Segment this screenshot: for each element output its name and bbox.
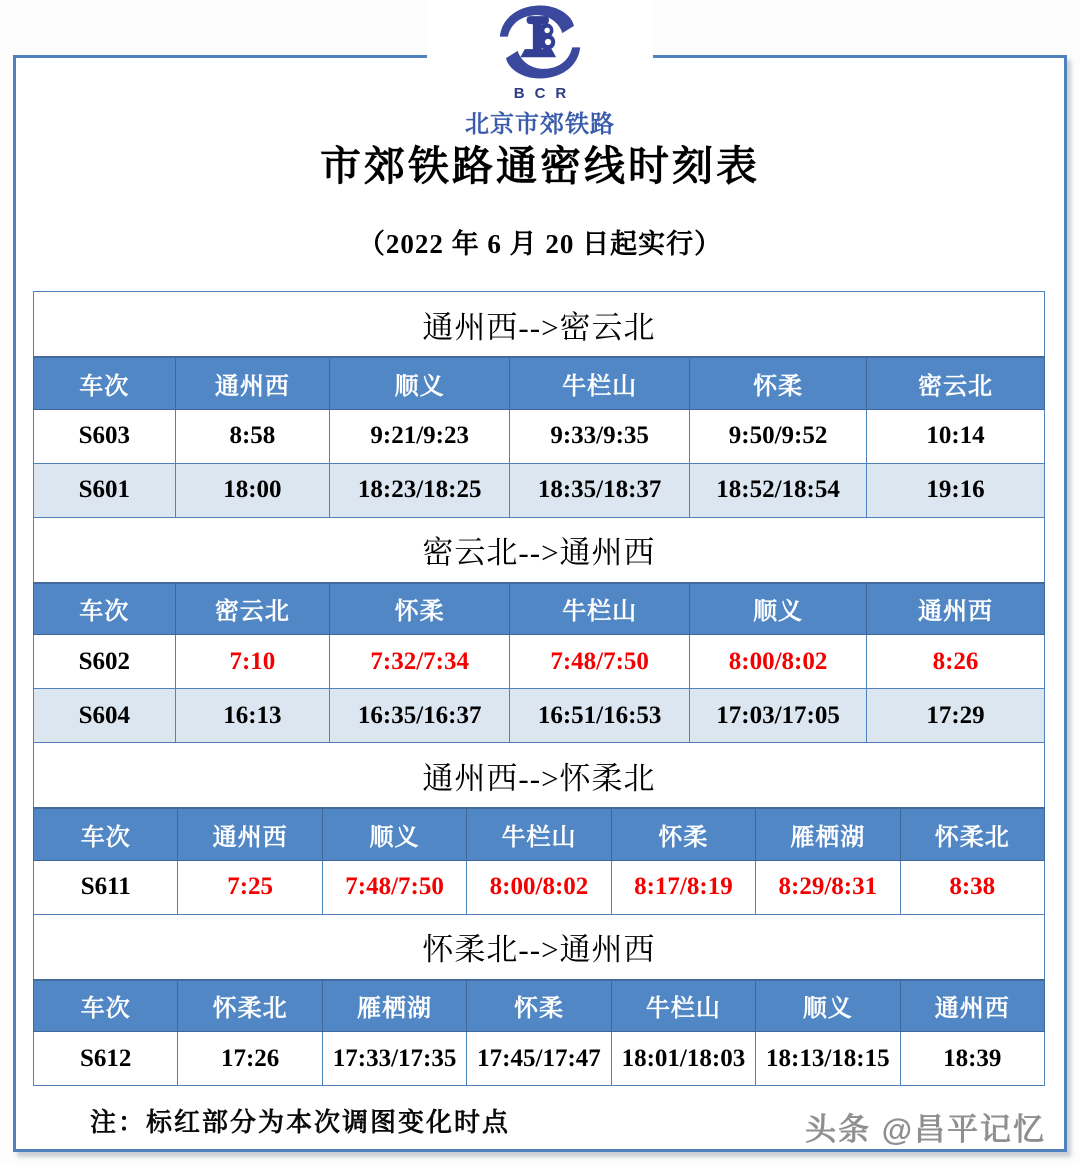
column-header: 雁栖湖 [322,980,466,1032]
time-cell: 7:48/7:50 [322,860,466,914]
column-header: 密云北 [867,357,1045,409]
timetable-row [34,1032,1045,1086]
column-header: 车次 [34,980,178,1032]
column-header: 通州西 [175,357,330,409]
time-cell: 19:16 [867,463,1045,517]
column-header: 怀柔 [611,808,755,860]
column-header: 车次 [34,357,176,409]
timetable-table [33,979,1045,1087]
time-cell: 7:32/7:34 [330,635,510,689]
time-cell: 8:26 [867,635,1045,689]
time-cell: 9:50/9:52 [690,409,867,463]
time-cell: 7:48/7:50 [510,635,690,689]
watermark: 头条 @昌平记忆 [805,1112,1046,1147]
section-title: 怀柔北-->通州西 [33,914,1045,980]
time-cell: 8:38 [900,860,1044,914]
brand-name: 北京市郊铁路 [465,111,615,138]
time-cell: 8:17/8:19 [611,860,755,914]
column-header: 怀柔 [690,357,867,409]
brand-logo-block [427,0,653,139]
column-header: 顺义 [690,583,867,635]
time-cell: 17:33/17:35 [322,1032,466,1086]
time-cell: 8:58 [175,409,330,463]
section-title: 密云北-->通州西 [33,517,1045,583]
time-cell: 18:39 [900,1032,1044,1086]
timetable-table [33,807,1045,915]
column-header: 怀柔北 [900,808,1044,860]
timetable-row [34,689,1045,743]
header-row [34,357,1045,409]
header-row [34,980,1045,1032]
column-header: 牛栏山 [510,357,690,409]
time-cell: 8:00/8:02 [690,635,867,689]
timetable-row [34,635,1045,689]
time-cell: 10:14 [867,409,1045,463]
time-cell: 8:00/8:02 [467,860,611,914]
page-subtitle: （2022 年 6 月 20 日起实行） [357,229,723,259]
time-cell: 9:21/9:23 [330,409,510,463]
timetable-table [33,582,1045,744]
column-header: 牛栏山 [510,583,690,635]
time-cell: 18:01/18:03 [611,1032,755,1086]
column-header: 密云北 [175,583,330,635]
train-number: S604 [34,689,176,743]
time-cell: 18:52/18:54 [690,463,867,517]
train-number: S603 [34,409,176,463]
time-cell: 8:29/8:31 [756,860,900,914]
column-header: 雁栖湖 [756,808,900,860]
column-header: 顺义 [756,980,900,1032]
header-row [34,583,1045,635]
time-cell: 17:03/17:05 [690,689,867,743]
column-header: 通州西 [178,808,322,860]
timetable-row [34,409,1045,463]
bcr-rail-swoosh-icon [484,0,596,84]
time-cell: 18:23/18:25 [330,463,510,517]
time-cell: 17:45/17:47 [467,1032,611,1086]
timetable [33,292,1045,1086]
column-header: 车次 [34,583,176,635]
timetable-table [33,356,1045,518]
timetable-row [34,463,1045,517]
time-cell: 17:26 [178,1032,322,1086]
time-cell: 18:35/18:37 [510,463,690,517]
timetable-row [34,860,1045,914]
column-header: 顺义 [330,357,510,409]
train-number: S601 [34,463,176,517]
time-cell: 9:33/9:35 [510,409,690,463]
section-title: 通州西-->怀柔北 [33,742,1045,808]
brand-acronym: BCR [513,85,577,102]
column-header: 车次 [34,808,178,860]
column-header: 顺义 [322,808,466,860]
time-cell: 18:13/18:15 [756,1032,900,1086]
section-title: 通州西-->密云北 [33,291,1045,357]
train-number: S611 [34,860,178,914]
time-cell: 18:00 [175,463,330,517]
train-number: S602 [34,635,176,689]
header-row [34,808,1045,860]
footnote: 注：标红部分为本次调图变化时点 [90,1107,511,1137]
page-title: 市郊铁路通密线时刻表 [320,143,760,189]
time-cell: 7:10 [175,635,330,689]
column-header: 怀柔 [330,583,510,635]
column-header: 怀柔 [467,980,611,1032]
time-cell: 17:29 [867,689,1045,743]
train-number: S612 [34,1032,178,1086]
time-cell: 7:25 [178,860,322,914]
column-header: 牛栏山 [467,808,611,860]
column-header: 牛栏山 [611,980,755,1032]
column-header: 通州西 [900,980,1044,1032]
column-header: 怀柔北 [178,980,322,1032]
time-cell: 16:13 [175,689,330,743]
column-header: 通州西 [867,583,1045,635]
time-cell: 16:51/16:53 [510,689,690,743]
time-cell: 16:35/16:37 [330,689,510,743]
